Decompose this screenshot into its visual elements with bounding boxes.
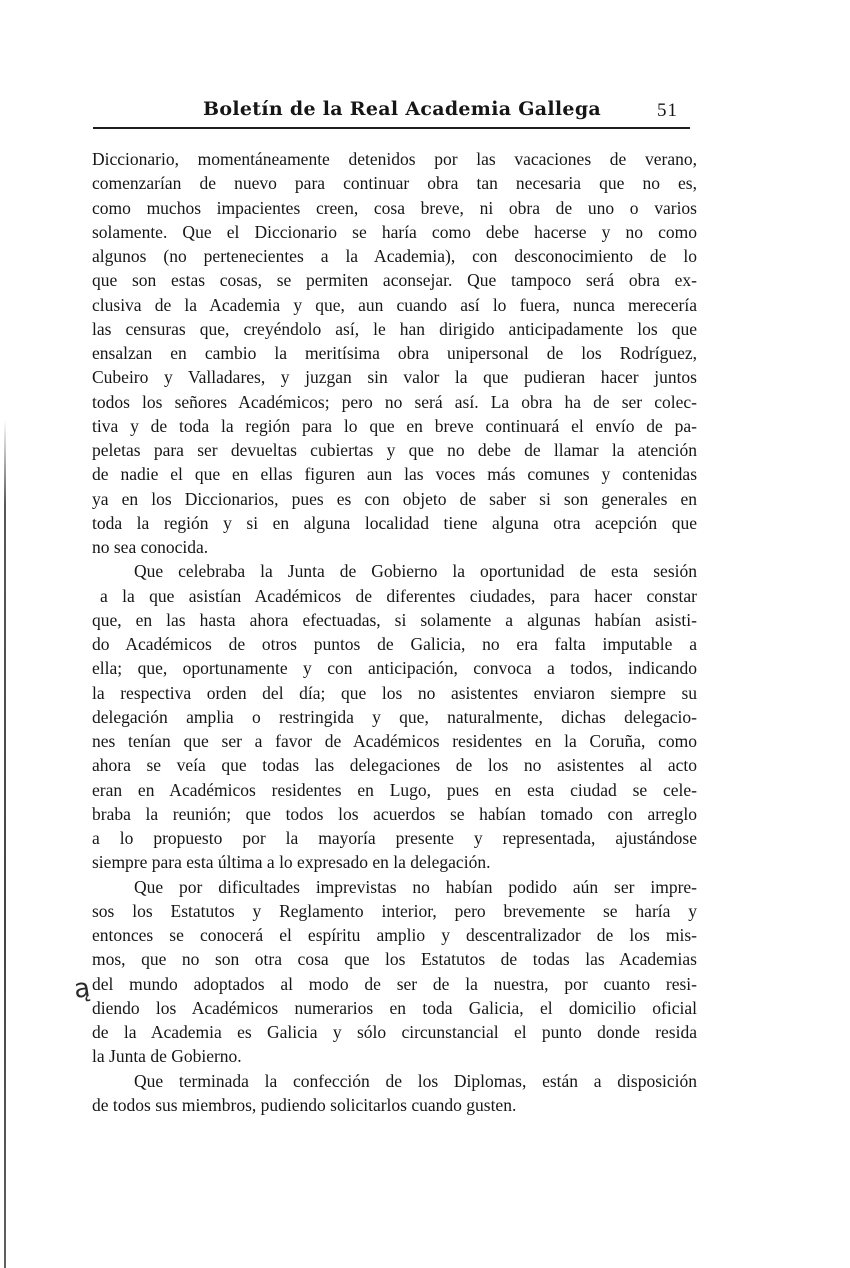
text-line: como muchos impacientes creen, cosa breve, ni obra de uno o varios — [92, 197, 697, 218]
text-line: peletas para ser devueltas cubiertas y que no debe de llamar la atención — [92, 440, 697, 460]
text-line: todos los señores Académicos; pero no será así. La obra ha de ser colec- — [92, 391, 697, 412]
text-line: clusiva de la Academia y que, aun cuando así lo fuera, nunca merecería — [92, 294, 697, 315]
text-line: delegación amplia o restringida y que, naturalmente, dichas delegacio- — [92, 706, 697, 727]
paragraph-4 — [92, 1069, 697, 1118]
text-line: la respectiva orden del día; que los no asistentes enviaron siempre su — [92, 682, 697, 703]
paragraph-1 — [92, 147, 697, 559]
page-edge-shadow — [4, 420, 6, 1268]
text-line: ensalzan en cambio la meritísima obra unipersonal de los Rodríguez, — [92, 343, 697, 363]
text-line: braba la reunión; que todos los acuerdos se habían tomado con arreglo — [92, 803, 697, 824]
text-line: la Junta de Gobierno. — [92, 1046, 242, 1067]
text-line: que son estas cosas, se permiten aconsejar. Que tampoco será obra ex- — [92, 270, 697, 291]
header-rule — [93, 127, 690, 129]
margin-annotation: ą — [71, 973, 92, 1005]
text-line: algunos (no pertenecientes a la Academia), con desconocimiento de lo — [92, 246, 697, 266]
text-line: toda la región y si en alguna localidad tiene alguna otra acepción que — [92, 512, 697, 533]
text-line: de la Academia es Galicia y sólo circunstancial el punto donde resida — [92, 1022, 697, 1042]
text-line: no sea conocida. — [92, 537, 209, 557]
text-line: que, en las hasta ahora efectuadas, si solamente a algunas habían asisti- — [92, 609, 697, 630]
text-line: entonces se conocerá el espíritu amplio y descentralizador de los mis- — [92, 925, 697, 945]
text-line: do Académicos de otros puntos de Galicia, no era falta imputable a — [92, 634, 697, 654]
body-text — [92, 147, 697, 1117]
text-line: ahora se veía que todas las delegaciones de los no asistentes al acto — [92, 755, 697, 776]
text-line: de nadie el que en ellas figuren aun las voces más comunes y contenidas — [92, 464, 697, 485]
text-line: mos, que no son otra cosa que los Estatutos de todas las Academias — [92, 949, 697, 970]
text-line: Diccionario, momentáneamente detenidos por las vacaciones de verano, — [92, 149, 697, 169]
text-line: Que terminada la confección de los Diplomas, están a disposición — [134, 1070, 697, 1091]
text-line: eran en Académicos residentes en Lugo, pues en esta ciudad se cele- — [92, 779, 697, 800]
text-line: siempre para esta última a lo expresado en la delegación. — [92, 852, 491, 873]
text-line: Cubeiro y Valladares, y juzgan sin valor la que pudieran hacer juntos — [92, 367, 697, 388]
text-line: a la que asistían Académicos de diferentes ciudades, para hacer constar — [100, 585, 697, 606]
paragraph-3 — [92, 875, 697, 1069]
text-line: tiva y de toda la región para lo que en breve continuará el envío de pa- — [92, 415, 697, 436]
text-line: del mundo adoptados al modo de ser de la nuestra, por cuanto resi- — [92, 973, 697, 994]
text-line: Que por dificultades imprevistas no habían podido aún ser impre- — [134, 876, 697, 897]
paragraph-2 — [92, 559, 697, 874]
page-number: 51 — [657, 100, 678, 121]
text-line: sos los Estatutos y Reglamento interior, pero brevemente se haría y — [92, 900, 697, 921]
text-line: de todos sus miembros, pudiendo solicitarlos cuando gusten. — [92, 1094, 517, 1115]
text-line: solamente. Que el Diccionario se haría como debe hacerse y no como — [92, 221, 697, 242]
text-line: Que celebraba la Junta de Gobierno la oportunidad de esta sesión — [134, 561, 697, 582]
running-header — [93, 96, 690, 130]
text-line: las censuras que, creyéndolo así, le han dirigido anticipadamente los que — [92, 318, 697, 339]
text-line: ella; que, oportunamente y con anticipación, convoca a todos, indicando — [92, 658, 697, 679]
text-line: nes tenían que ser a favor de Académicos residentes en la Coruña, como — [92, 731, 697, 751]
journal-title: Boletín de la Real Academia Gallega — [203, 98, 602, 120]
text-line: ya en los Diccionarios, pues es con objeto de saber si son generales en — [92, 488, 697, 509]
text-line: diendo los Académicos numerarios en toda Galicia, el domicilio oficial — [92, 997, 697, 1018]
text-line: a lo propuesto por la mayoría presente y representada, ajustándose — [92, 828, 697, 848]
text-line: comenzarían de nuevo para continuar obra tan necesaria que no es, — [92, 173, 697, 194]
